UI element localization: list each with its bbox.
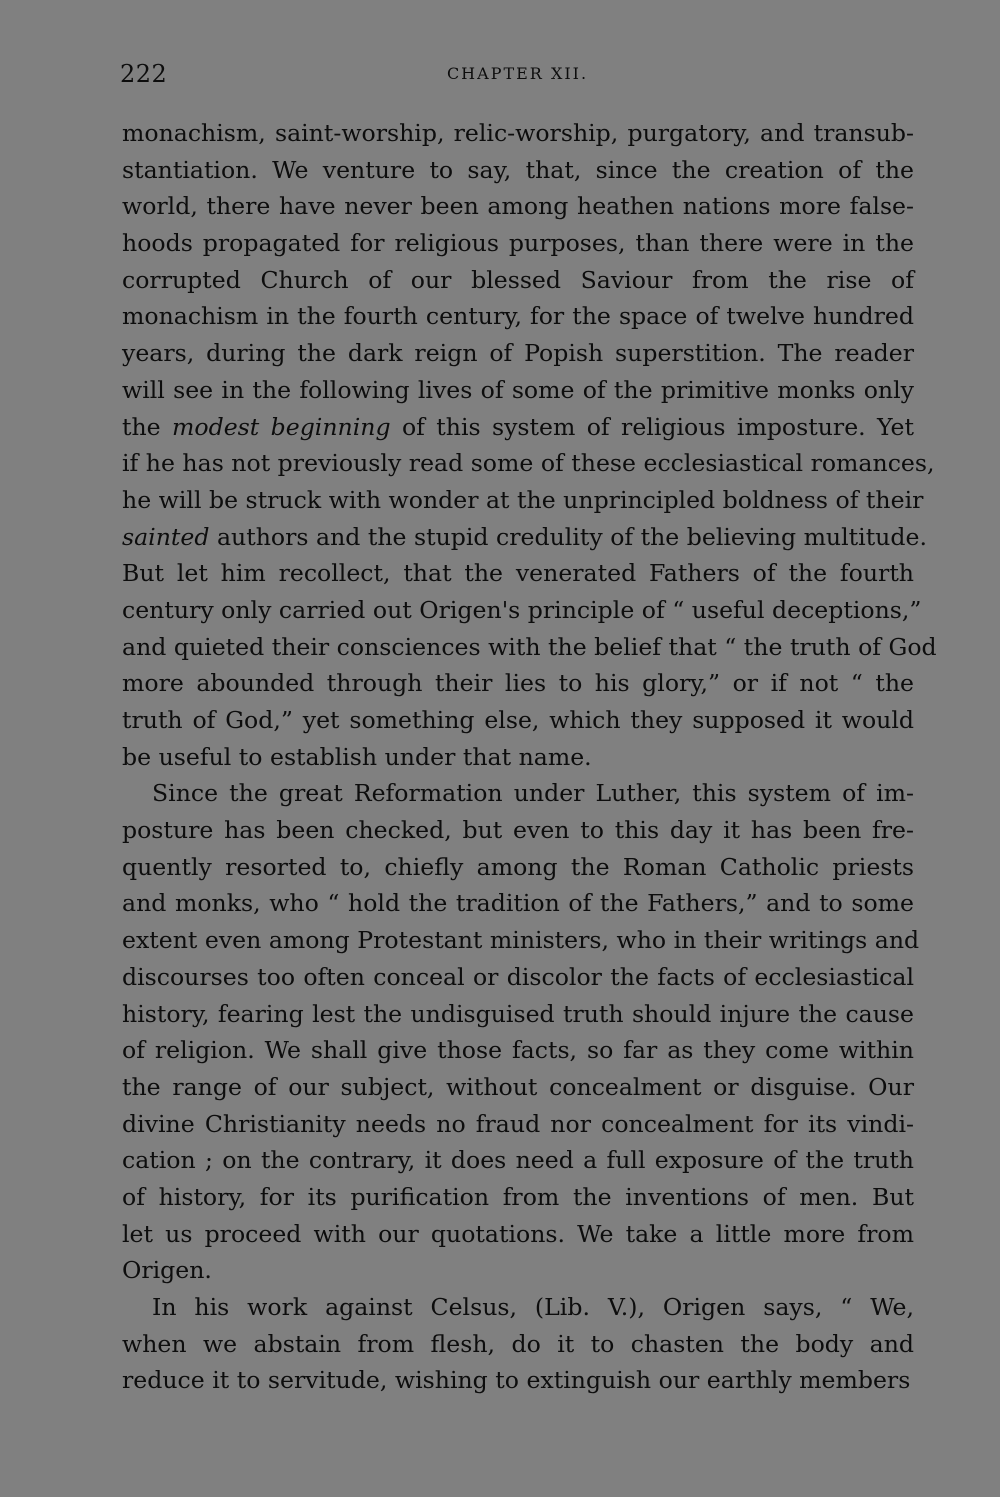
text-line: But let him recollect, that the venerated Fathers of the fourth (122, 559, 914, 588)
text-line: stantiation. We venture to say, that, since the creation of the (122, 155, 914, 184)
text-line: of religion. We shall give those facts, so far as they come within (122, 1036, 914, 1065)
text-line: In his work against Celsus, (Lib. V.), Origen says, “ We, (152, 1293, 914, 1321)
text-line: and monks, who “ hold the tradition of the Fathers,” and to some (122, 889, 914, 918)
text-line: truth of God,” yet something else, which they supposed it would (122, 706, 914, 734)
italic-phrase: modest beginning (172, 412, 391, 441)
text-line: century only carried out Origen's principle of “ useful deceptions,” (122, 595, 922, 624)
text-line: sainted authors and the stupid credulity of the believing multitude. (122, 522, 927, 551)
paragraph (122, 775, 920, 1289)
page-number: 222 (120, 60, 168, 88)
text-line: if he has not previously read some of these ecclesiastical romances, (122, 449, 935, 478)
text-line: divine Christianity needs no fraud nor concealment for its vindi- (122, 1109, 914, 1138)
text-line: history, fearing lest the undisguised truth should injure the cause (122, 999, 914, 1028)
page-header (120, 60, 915, 94)
text-line: posture has been checked, but even to this day it has been fre- (122, 816, 914, 845)
text-line: and quieted their consciences with the belief that “ the truth of God (122, 632, 937, 661)
text-line: Origen. (122, 1256, 212, 1285)
text-line: Since the great Reformation under Luther, this system of im- (152, 779, 914, 808)
paragraph (122, 115, 937, 775)
text-line: monachism in the fourth century, for the space of twelve hundred (122, 302, 914, 331)
text-line: the modest beginning of this system of religious imposture. Yet (122, 412, 915, 441)
italic-phrase: sainted (122, 522, 210, 551)
text-line: cation ; on the contrary, it does need a full exposure of the truth (122, 1146, 914, 1175)
text-line: extent even among Protestant ministers, who in their writings and (122, 926, 920, 955)
text-line: more abounded through their lies to his glory,” or if not “ the (122, 669, 914, 698)
running-head: CHAPTER XII. (446, 64, 589, 83)
paragraph (122, 1289, 914, 1399)
text-line: world, there have never been among heathen nations more false- (122, 192, 914, 221)
text-line: monachism, saint-worship, relic-worship, purgatory, and transub- (122, 119, 914, 147)
text-line: reduce it to servitude, wishing to extinguish our earthly members (122, 1366, 911, 1395)
text-line: hoods propagated for religious purposes, than there were in the (122, 229, 914, 258)
text-line: the range of our subject, without concealment or disguise. Our (122, 1072, 914, 1101)
text-line: discourses too often conceal or discolor the facts of ecclesiastical (122, 962, 914, 991)
text-line: corrupted Church of our blessed Saviour from the rise of (122, 265, 914, 294)
text-line: quently resorted to, chiefly among the Roman Catholic priests (122, 852, 914, 881)
text-line: years, during the dark reign of Popish superstition. The reader (122, 339, 914, 368)
text-line: of history, for its purification from the inventions of men. But (122, 1182, 914, 1211)
text-line: let us proceed with our quotations. We take a little more from (122, 1219, 914, 1248)
text-line: when we abstain from flesh, do it to chasten the body and (122, 1329, 914, 1358)
body-text (122, 115, 937, 1399)
text-line: will see in the following lives of some of the primitive monks only (122, 375, 914, 404)
text-line: he will be struck with wonder at the unprincipled boldness of their (122, 485, 924, 514)
text-line: be useful to establish under that name. (122, 742, 592, 771)
